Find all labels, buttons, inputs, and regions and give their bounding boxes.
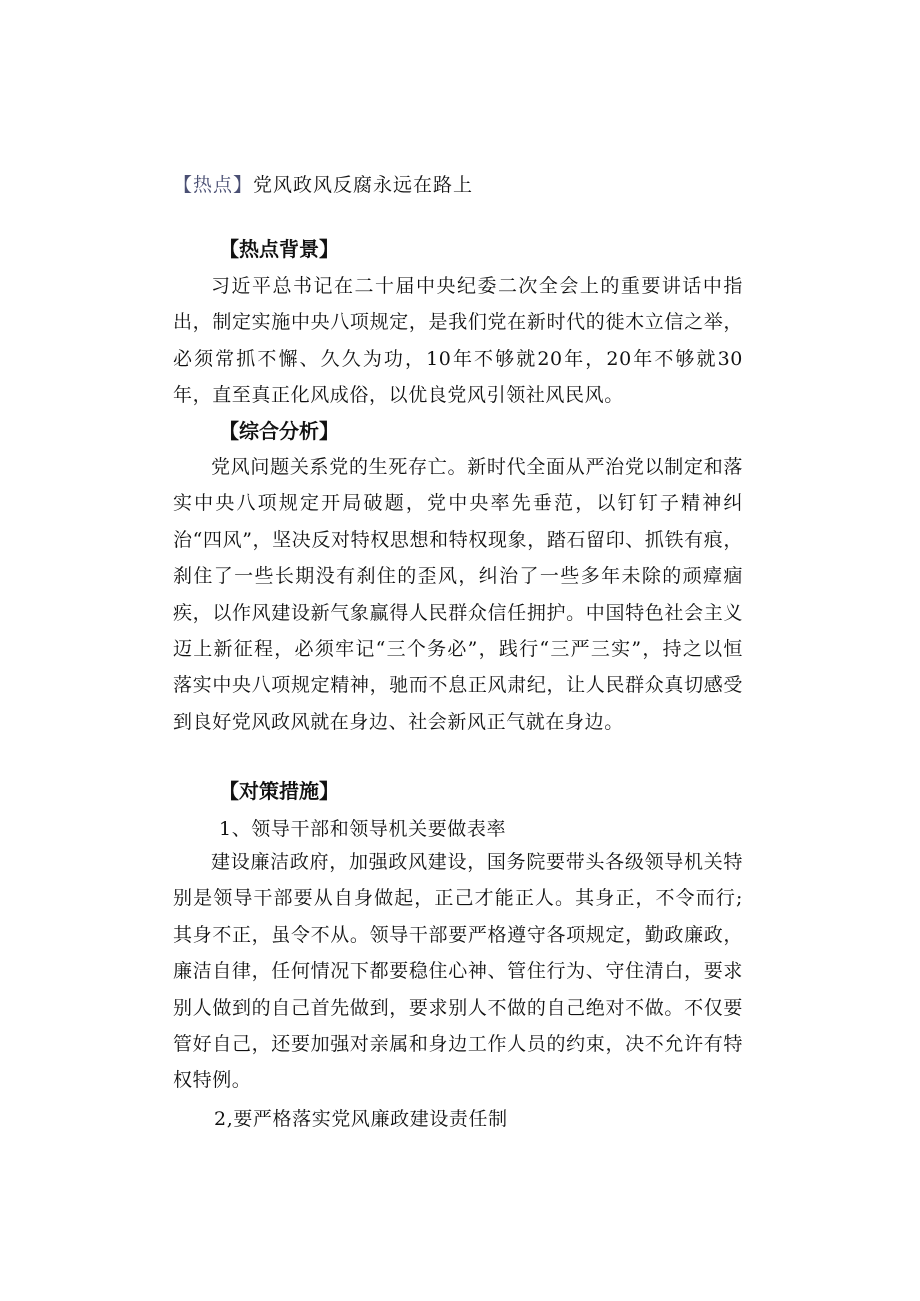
measure-item-1-title: 1、领导干部和领导机关要做表率: [219, 818, 507, 840]
heading-analysis: 【综合分析】: [219, 419, 339, 443]
title-text: 党风政风反腐永远在路上: [253, 174, 474, 196]
heading-background: 【热点背景】: [219, 237, 339, 261]
title-tag: 【热点】: [173, 174, 254, 196]
heading-measures: 【对策措施】: [219, 779, 339, 803]
document-title: [173, 170, 473, 200]
measure-item-2-title: 2,要严格落实党风廉政建设责任制: [214, 1108, 508, 1130]
paragraph-background: 习近平总书记在二十届中央纪委二次全会上的重要讲话中指出，制定实施中央八项规定，是我们党在新时代的徙木立信之举，必须常抓不懈、久久为功，10年不够就20年，20年不够就30年，直至真正化风成俗，以优良党风引领社风民风。: [173, 275, 743, 407]
paragraph-analysis: 党风问题关系党的生死存亡。新时代全面从严治党以制定和落实中央八项规定开局破题，党中央率先垂范，以钉钉子精神纠治“四风”，坚决反对特权思想和特权现象，踏石留印、抓铁有痕，刹住了一些长期没有刹住的歪风，纠治了一些多年未除的顽瘴痼疾，以作风建设新气象赢得人民群众信任拥护。中国特色社会主义迈上新征程，必须牢记“三个务必”，践行“三严三实”，持之以恒落实中央八项规定精神，驰而不息正风肃纪，让人民群众真切感受到良好党风政风就在身边、社会新风正气就在身边。: [173, 456, 743, 733]
measure-item-1-paragraph: 建设廉洁政府，加强政风建设，国务院要带头各级领导机关特别是领导干部要从自身做起，正己才能正人。其身正，不令而行;其身不正，虽令不从。领导干部要严格遵守各项规定，勤政廉政，廉洁自律，任何情况下都要稳住心神、管住行为、守住清白，要求别人做到的自己首先做到，要求别人不做的自己绝对不做。不仅要管好自己，还要加强对亲属和身边工作人员的约束，决不允许有特权特例。: [173, 851, 743, 1092]
